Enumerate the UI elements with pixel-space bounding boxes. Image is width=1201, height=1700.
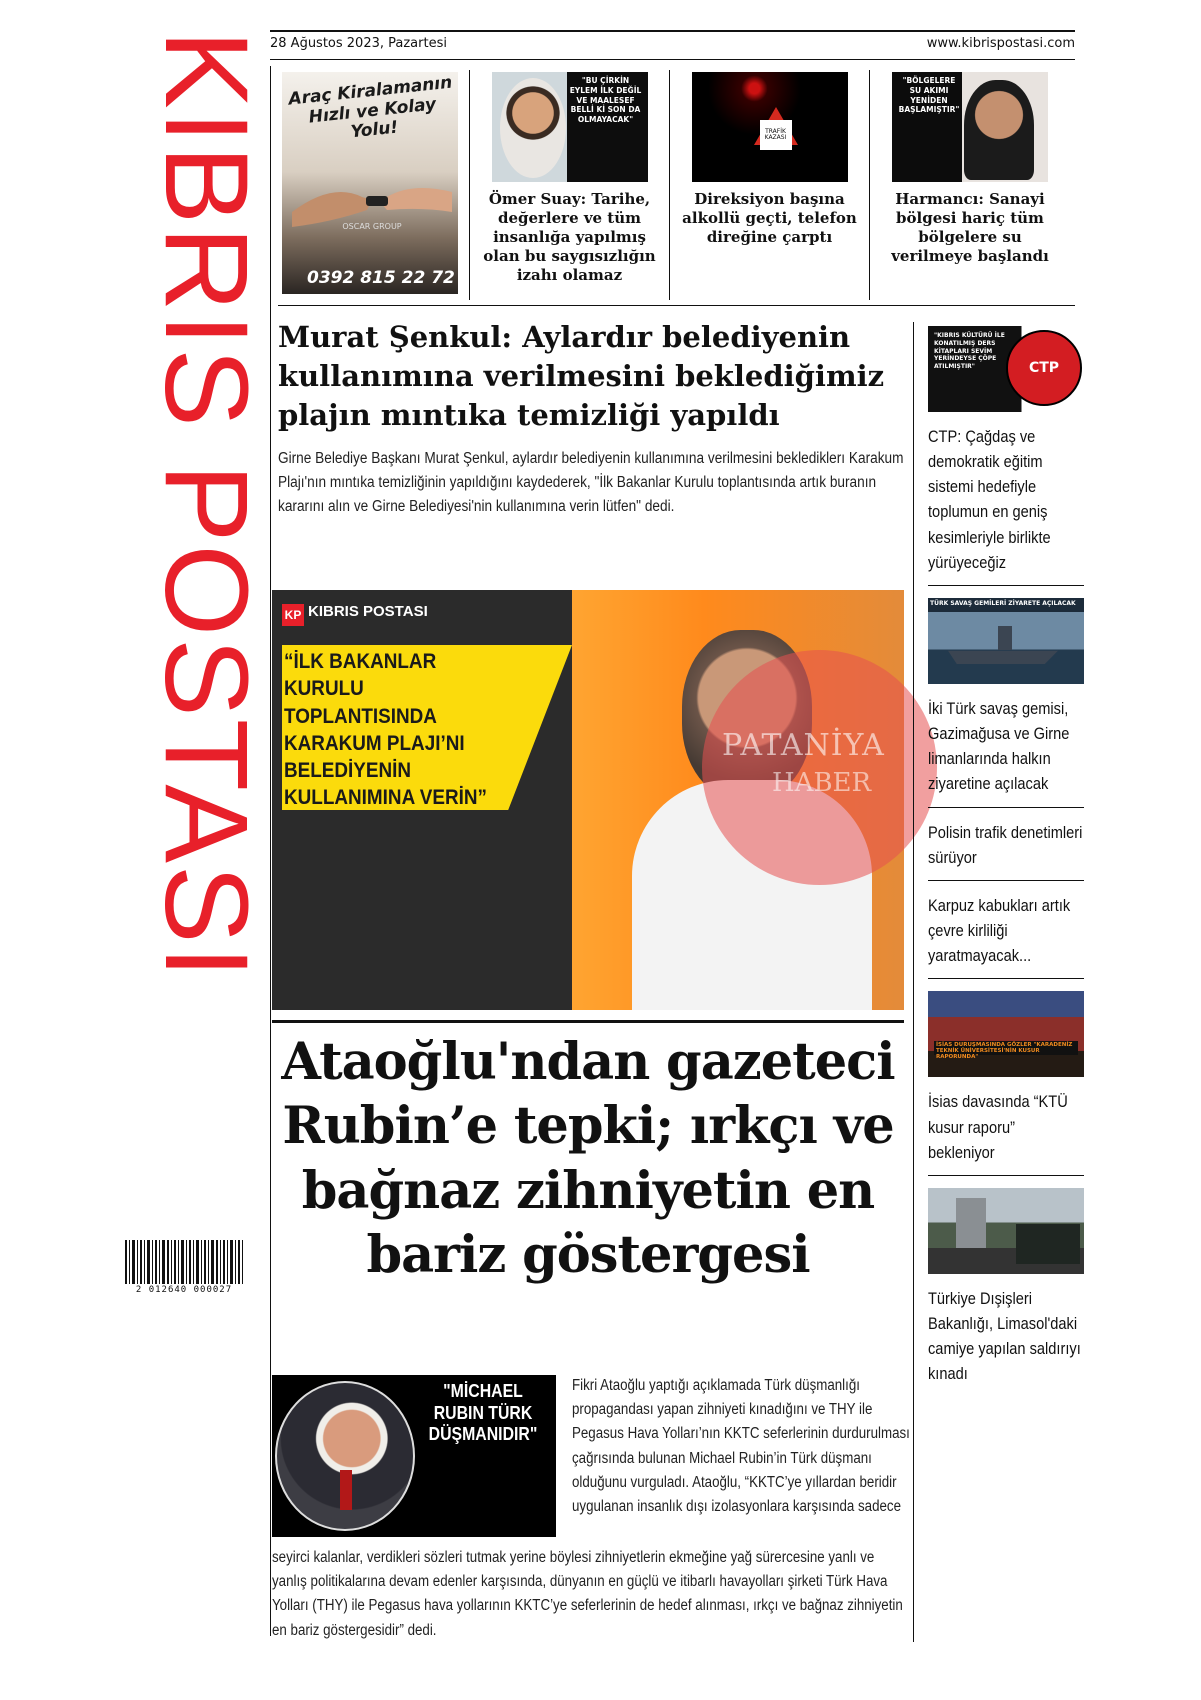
tie-shape — [340, 1470, 352, 1510]
harmanci-photo — [892, 72, 1048, 182]
ataoglu-photo — [272, 1375, 556, 1537]
sidebar-item-text: Türkiye Dışişleri Bakanlığı, Limasol'daki camiye yapılan saldırıyı kınadı — [928, 1288, 1081, 1384]
header-rule — [270, 59, 1075, 60]
news-item-accident[interactable] — [670, 70, 870, 300]
watermark-line2: HABER — [772, 768, 872, 798]
website-link[interactable]: www.kibrispostasi.com — [926, 36, 1075, 51]
main-body-text: Fikri Ataoğlu yaptığı açıklamada Türk düşmanlığı propagandası yapan zihniyeti kınadığını ve THY ile Pegasus Hava Yolları’nın KKTC seferlerinin durdurulması çağrısında bulunan Michael Rubin’in Türk düşmanı olduğunu vurguladı. Ataoğlu, “KKTC’ye yıllardan beridir uygulanan insanlık dışı izolasyonlara karşısında sadece — [572, 1377, 910, 1515]
pataniya-watermark — [702, 650, 937, 885]
ad-logo: OSCAR GROUP — [342, 222, 402, 231]
sidebar-item-text: İsias davasında “KTÜ kusur raporu” bekleniyor — [928, 1092, 1068, 1162]
news-caption: Ömer Suay: Tarihe, değerlere ve tüm insanlığa yapılmış olan bu saygısızlığın izahı olamaz — [483, 190, 656, 285]
main-body-part1 — [572, 1374, 912, 1519]
warship-thumb — [928, 598, 1084, 684]
content-left-rule — [270, 66, 271, 1636]
person-portrait — [964, 80, 1034, 180]
sidebar-item-warships[interactable] — [928, 598, 1084, 808]
kp-logo-text: KIBRIS POSTASI — [308, 603, 428, 620]
ad-title: Araç Kiralamanın Hızlı ve Kolay Yolu! — [287, 72, 454, 143]
sidebar-item-text: Karpuz kabukları artık çevre kirliliği yaratmayacak... — [928, 895, 1071, 966]
news-caption: Harmancı: Sanayi bölgesi hariç tüm bölgelere su verilmeye başlandı — [891, 190, 1049, 266]
issue-date: 28 Ağustos 2023, Pazartesi — [270, 36, 447, 51]
section-rule — [272, 1020, 904, 1023]
sidebar-item-ctp[interactable] — [928, 326, 1084, 586]
main-headline[interactable]: Ataoğlu'ndan gazeteci Rubin’e tepki; ırkçı ve bağnaz zihniyetin en bariz göstergesi — [281, 1032, 895, 1285]
top-rule — [270, 30, 1075, 32]
masthead-title: KIBRIS POSTASI — [140, 30, 272, 981]
kp-logo-icon: KP — [282, 604, 304, 626]
ctp-logo: CTP — [1006, 330, 1082, 406]
sidebar-item-isias[interactable] — [928, 991, 1084, 1175]
lead-photo-quote: “İLK BAKANLAR KURULU TOPLANTISINDA KARAKUM PLAJI’NI BELEDİYENİN KULLANIMINA VERİN” — [284, 650, 487, 810]
person-portrait — [500, 78, 566, 178]
ataoglu-photo-quote: "MİCHAEL RUBIN TÜRK DÜŞMANIDIR" — [428, 1381, 538, 1445]
isias-thumb-text: İSİAS DURUŞMASINDA GÖZLER "KARADENİZ TEKNİK ÜNİVERSİTESİ'NİN KUSUR RAPORUNDA" — [934, 1041, 1078, 1055]
ad-phone: 0392 815 22 72 — [307, 268, 455, 288]
sidebar-item-watermelon[interactable] — [928, 893, 1084, 979]
warning-sign-text: TRAFİK KAZASI — [760, 120, 792, 150]
watermark-line1: PATANİYA — [722, 728, 885, 763]
isias-thumb — [928, 991, 1084, 1077]
harmanci-photo-quote: "BÖLGELERE SU AKIMI YENİDEN BAŞLAMIŞTIR" — [898, 76, 960, 115]
sidebar — [928, 326, 1084, 1408]
ministry-thumb — [928, 1188, 1084, 1274]
dateline — [270, 36, 1075, 58]
lead-body: Girne Belediye Başkanı Murat Şenkul, aylardır belediyenin kullanımına verilmesini beklediklerı Karakum Plajı'nın mıntıka temizliğinin yapıldığını kaydederek, "İlk Bakanlar Kurulu toplantısında artık buranın kararını alın ve Girne Belediyesi'nin kullanımına verin lütfen" dedi. — [278, 449, 904, 515]
car-rental-ad[interactable] — [282, 72, 458, 294]
warship-banner: TÜRK SAVAŞ GEMİLERİ ZİYARETE AÇILACAK — [930, 599, 1076, 607]
main-body-part2 — [272, 1546, 912, 1643]
lead-headline[interactable]: Murat Şenkul: Aylardır belediyenin kullanımına verilmesini beklediğimiz plajın mıntıka temizliği yapıldı — [278, 320, 885, 432]
ad-column — [278, 70, 470, 300]
ctp-thumb-text: "KIBRIS KÜLTÜRÜ İLE KONATILMIŞ DERS KİTAPLARI SEVİM YERİNDEYSE ÇÖPE ATILMIŞTIR" — [934, 332, 1005, 371]
sidebar-rule — [913, 322, 914, 1642]
barcode-number: 2 012640 000027 — [123, 1285, 245, 1295]
main-body-text: seyirci kalanlar, verdikleri sözleri tutmak yerine böylesi zihniyetlerin ekmeğine yağ sürercesine yanlı ve yanlış politikalarına devam edenler karşısında, dünyanın en güçlü ve itibarlı havayolları şirketi Türk Hava Yolları (THY) ile Pegasus hava yollarının KKTC’ye seferlerinin de hedef alınması, ırkçı ve bağnaz zihniyetin en bariz göstergesidir” dedi. — [272, 1549, 903, 1639]
kibris-postasi-logo — [282, 604, 428, 626]
news-item-suay[interactable] — [470, 70, 670, 300]
suay-photo-quote: "BU ÇİRKİN EYLEM İLK DEĞİL VE MAALESEF BELLİ Kİ SON DA OLMAYACAK" — [569, 76, 642, 124]
masthead — [20, 30, 272, 1230]
ctp-thumb — [928, 326, 1084, 412]
accident-photo — [692, 72, 848, 182]
sidebar-item-text: İki Türk savaş gemisi, Gazimağusa ve Girne limanlarında halkın ziyaretine açılacak — [928, 698, 1070, 794]
news-caption: Direksiyon başına alkollü geçti, telefon direğine çarptı — [682, 190, 857, 247]
top-strip — [278, 70, 1075, 300]
sidebar-item-text: Polisin trafik denetimleri sürüyor — [928, 822, 1083, 867]
news-item-harmanci[interactable] — [870, 70, 1070, 300]
sidebar-item-text: CTP: Çağdaş ve demokratik eğitim sistemi hedefiyle toplumun en geniş kesimleriyle birlikte yürüyeceğiz — [928, 427, 1051, 572]
sidebar-item-traffic[interactable] — [928, 820, 1084, 881]
lead-story — [278, 318, 903, 519]
suay-photo — [492, 72, 648, 182]
sidebar-item-ministry[interactable] — [928, 1188, 1084, 1397]
strip-rule — [278, 305, 1075, 306]
